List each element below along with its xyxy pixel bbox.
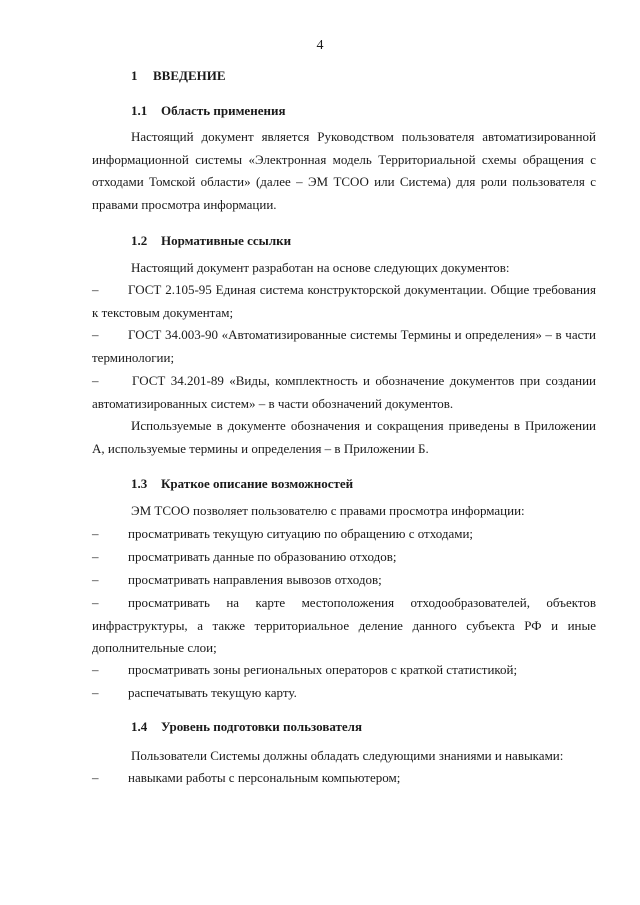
capability-item-text: просматривать зоны региональных операторов с краткой статистикой; [128,662,518,677]
subsection-number: 1.1 [131,103,148,118]
capability-item-text: распечатывать текущую карту. [128,685,297,700]
list-dash: – [92,327,99,342]
subsection-title: Уровень подготовки пользователя [161,719,363,734]
section-title: ВВЕДЕНИЕ [153,68,226,83]
capability-item [92,523,596,546]
list-dash: – [92,526,99,541]
capability-item [92,592,596,660]
scope-paragraph [92,126,596,216]
capability-item [92,569,596,592]
section-heading [131,67,226,85]
subsection-heading-scope [131,102,285,120]
list-dash: – [92,282,99,297]
capabilities-intro: ЭМ ТСОО позволяет пользователю с правами просмотра информации: [131,503,525,518]
capability-item-text: просматривать направления вывозов отходов; [128,572,382,587]
references-note-text: Используемые в документе обозначения и сокращения приведены в Приложении А, используемые термины и определения – в Приложении Б. [92,418,596,456]
list-dash: – [92,595,99,610]
subsection-title: Область применения [161,103,286,118]
subsection-title: Краткое описание возможностей [161,476,354,491]
list-dash: – [92,572,99,587]
capability-item-text: просматривать текущую ситуацию по обращению с отходами; [128,526,474,541]
capability-item [92,659,596,682]
subsection-number: 1.4 [131,719,148,734]
list-dash: – [92,685,99,700]
reference-item [92,370,596,415]
list-dash: – [92,770,99,785]
subsection-title: Нормативные ссылки [161,233,292,248]
list-dash: – [92,373,99,388]
reference-item-text: ГОСТ 34.003-90 «Автоматизированные системы Термины и определения» – в части терминологии; [92,327,596,365]
page-number: 4 [316,38,324,53]
list-dash: – [92,549,99,564]
references-note [92,415,596,460]
subsection-number: 1.3 [131,476,148,491]
section-number: 1 [131,68,138,83]
subsection-heading-capabilities [131,475,353,493]
capability-item [92,682,596,705]
capability-item-text: просматривать данные по образованию отходов; [128,549,397,564]
subsection-heading-references [131,232,291,250]
subsection-heading-user-level [131,718,362,736]
user-level-item [92,767,596,790]
reference-item-text: ГОСТ 2.105-95 Единая система конструкторской документации. Общие требования к текстовым документам; [92,282,596,320]
reference-item [92,279,596,324]
reference-item [92,324,596,369]
user-level-item-text: навыками работы с персональным компьютером; [128,770,401,785]
reference-item-text: ГОСТ 34.201-89 «Виды, комплектность и обозначение документов при создании автоматизированных систем» – в части обозначений документов. [92,373,596,411]
subsection-number: 1.2 [131,233,148,248]
user-level-intro: Пользователи Системы должны обладать следующими знаниями и навыками: [131,748,564,763]
references-intro: Настоящий документ разработан на основе следующих документов: [131,260,510,275]
capability-item-text: просматривать на карте местоположения отходообразователей, объектов инфраструктуры, а также территориальное деление данного субъекта РФ и иные дополнительные слои; [92,595,596,656]
capability-item [92,546,596,569]
scope-text: Настоящий документ является Руководством пользователя автоматизированной информационной системы «Электронная модель Территориальной схемы обращения с отходами Томской области» (далее – ЭМ ТСОО или Система) для роли пользователя с правами просмотра информации. [92,129,596,212]
list-dash: – [92,662,99,677]
